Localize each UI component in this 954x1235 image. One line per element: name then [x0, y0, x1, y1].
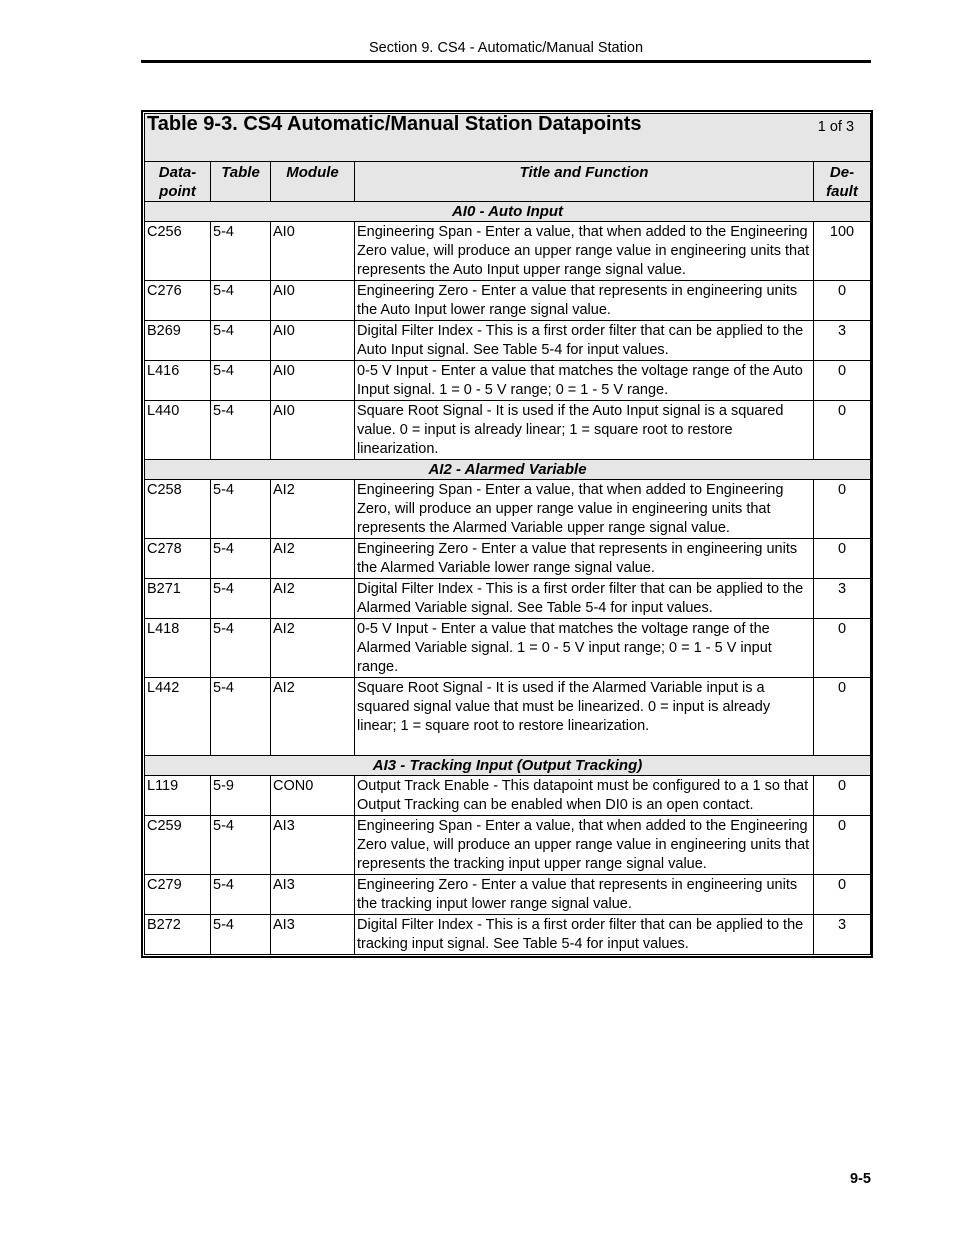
cell-default: 0: [814, 816, 871, 875]
cell-default: 0: [814, 401, 871, 460]
cell-datapoint: C276: [145, 281, 211, 321]
cell-module: AI3: [271, 875, 355, 915]
table-row: [145, 539, 871, 579]
cell-datapoint: L416: [145, 361, 211, 401]
cell-module: AI2: [271, 480, 355, 539]
cell-title-function: Engineering Zero - Enter a value that represents in engineering units the Auto Input lower range signal value.: [355, 281, 814, 321]
cell-table: 5-4: [211, 875, 271, 915]
table-row: [145, 619, 871, 678]
cell-table: 5-4: [211, 816, 271, 875]
cell-datapoint: L440: [145, 401, 211, 460]
table-row: [145, 321, 871, 361]
cell-default: 0: [814, 539, 871, 579]
cell-module: AI2: [271, 539, 355, 579]
cell-module: CON0: [271, 776, 355, 816]
cell-datapoint: L119: [145, 776, 211, 816]
cell-module: AI0: [271, 401, 355, 460]
cell-table: 5-4: [211, 401, 271, 460]
cell-title-function: Engineering Zero - Enter a value that represents in engineering units the tracking input lower range signal value.: [355, 875, 814, 915]
cell-module: AI2: [271, 619, 355, 678]
cell-module: AI0: [271, 281, 355, 321]
col-header-default: [814, 162, 871, 202]
cell-default: 0: [814, 776, 871, 816]
cell-table: 5-4: [211, 619, 271, 678]
table-row: [145, 816, 871, 875]
table-title: Table 9-3. CS4 Automatic/Manual Station Datapoints: [147, 113, 642, 135]
cell-module: AI0: [271, 222, 355, 281]
col-header-module: Module: [271, 162, 355, 202]
col-header-default-line1: De-: [829, 164, 855, 181]
cell-title-function: 0-5 V Input - Enter a value that matches the voltage range of the Alarmed Variable signal. 1 = 0 - 5 V input range; 0 = 1 - 5 V input range.: [355, 619, 814, 678]
table-page-indicator: 1 of 3: [817, 119, 855, 135]
cell-module: AI2: [271, 579, 355, 619]
cell-title-function: Engineering Span - Enter a value, that when added to the Engineering Zero value, will produce an upper range value in engineering units that represents the tracking input upper range signal value.: [355, 816, 814, 875]
cell-table: 5-4: [211, 579, 271, 619]
table-row: [145, 222, 871, 281]
cell-title-function: Engineering Span - Enter a value, that when added to the Engineering Zero value, will produce an upper range value in engineering units that represents the Auto Input upper range signal value.: [355, 222, 814, 281]
cell-module: AI3: [271, 915, 355, 955]
cell-default: 100: [814, 222, 871, 281]
cell-title-function: Square Root Signal - It is used if the Alarmed Variable input is a squared signal value that must be linearized. 0 = input is already linear; 1 = square root to restore linearization.: [355, 678, 814, 756]
cell-module: AI0: [271, 361, 355, 401]
cell-table: 5-4: [211, 281, 271, 321]
cell-table: 5-4: [211, 480, 271, 539]
cell-datapoint: L442: [145, 678, 211, 756]
cell-table: 5-4: [211, 321, 271, 361]
cell-default: 3: [814, 579, 871, 619]
page-number: 9-5: [850, 1171, 871, 1187]
cell-title-function: Digital Filter Index - This is a first order filter that can be applied to the Alarmed Variable signal. See Table 5-4 for input values.: [355, 579, 814, 619]
col-header-default-line2: fault: [826, 183, 858, 200]
page-header: Section 9. CS4 - Automatic/Manual Station: [368, 40, 644, 56]
datapoints-table-frame: [141, 110, 873, 958]
table-title-row: [145, 114, 871, 162]
col-header-datapoint-line1: Data-: [158, 164, 197, 181]
cell-datapoint: B272: [145, 915, 211, 955]
col-header-datapoint-line2: point: [159, 183, 196, 200]
table-row: [145, 678, 871, 756]
col-header-datapoint: [145, 162, 211, 202]
cell-default: 0: [814, 875, 871, 915]
cell-datapoint: C259: [145, 816, 211, 875]
section-heading: AI3 - Tracking Input (Output Tracking): [145, 756, 871, 776]
cell-module: AI3: [271, 816, 355, 875]
cell-table: 5-9: [211, 776, 271, 816]
cell-datapoint: B269: [145, 321, 211, 361]
table-row: [145, 875, 871, 915]
table-row: [145, 915, 871, 955]
table-row: [145, 579, 871, 619]
cell-title-function: Digital Filter Index - This is a first order filter that can be applied to the Auto Input signal. See Table 5-4 for input values.: [355, 321, 814, 361]
cell-table: 5-4: [211, 915, 271, 955]
cell-title-function: 0-5 V Input - Enter a value that matches the voltage range of the Auto Input signal. 1 = 0 - 5 V range; 0 = 1 - 5 V range.: [355, 361, 814, 401]
table-row: [145, 480, 871, 539]
section-heading: AI2 - Alarmed Variable: [145, 460, 871, 480]
col-header-table: Table: [211, 162, 271, 202]
cell-title-function: Output Track Enable - This datapoint must be configured to a 1 so that Output Tracking can be enabled when DI0 is an open contact.: [355, 776, 814, 816]
datapoints-table: [144, 113, 871, 955]
cell-default: 0: [814, 678, 871, 756]
table-row: [145, 776, 871, 816]
cell-title-function: Engineering Zero - Enter a value that represents in engineering units the Alarmed Variable lower range signal value.: [355, 539, 814, 579]
column-header-row: [145, 162, 871, 202]
cell-datapoint: B271: [145, 579, 211, 619]
cell-datapoint: C278: [145, 539, 211, 579]
cell-default: 0: [814, 480, 871, 539]
cell-datapoint: C258: [145, 480, 211, 539]
cell-datapoint: C256: [145, 222, 211, 281]
section-heading: AI0 - Auto Input: [145, 202, 871, 222]
cell-default: 0: [814, 361, 871, 401]
cell-table: 5-4: [211, 678, 271, 756]
section-header-row: [145, 756, 871, 776]
table-title-cell: [145, 114, 871, 162]
section-header-row: [145, 202, 871, 222]
cell-table: 5-4: [211, 361, 271, 401]
table-row: [145, 281, 871, 321]
cell-title-function: Digital Filter Index - This is a first order filter that can be applied to the tracking input signal. See Table 5-4 for input values.: [355, 915, 814, 955]
cell-default: 3: [814, 915, 871, 955]
cell-table: 5-4: [211, 222, 271, 281]
cell-module: AI0: [271, 321, 355, 361]
cell-title-function: Engineering Span - Enter a value, that when added to Engineering Zero, will produce an upper range value in engineering units that represents the Alarmed Variable upper range signal value.: [355, 480, 814, 539]
cell-default: 3: [814, 321, 871, 361]
header-rule: [141, 60, 871, 63]
cell-default: 0: [814, 619, 871, 678]
section-header-row: [145, 460, 871, 480]
cell-datapoint: L418: [145, 619, 211, 678]
cell-title-function: Square Root Signal - It is used if the Auto Input signal is a squared value. 0 = input is already linear; 1 = square root to restore linearization.: [355, 401, 814, 460]
table-row: [145, 361, 871, 401]
cell-module: AI2: [271, 678, 355, 756]
table-row: [145, 401, 871, 460]
col-header-title-function: Title and Function: [355, 162, 814, 202]
cell-datapoint: C279: [145, 875, 211, 915]
cell-table: 5-4: [211, 539, 271, 579]
cell-default: 0: [814, 281, 871, 321]
